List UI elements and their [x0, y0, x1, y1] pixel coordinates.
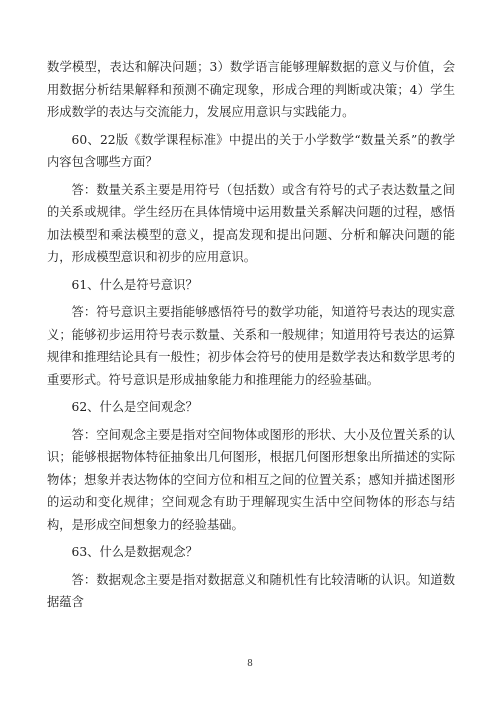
- page-number: 8: [247, 659, 253, 669]
- answer-60: 答：数量关系主要是用符号（包括数）或含有符号的式子表达数量之间的关系或规律。学生经历在具体情境中运用数量关系解决问题的过程，感悟加法模型和乘法模型的意义，提高发现和提出问题、分析和解决问题的能力，形成模型意识和初步的应用意识。: [47, 182, 455, 264]
- answer-62: 答：空间观念主要是指对空间物体或图形的形状、大小及位置关系的认识；能够根据物体特征抽象出几何图形，根据几何图形想象出所描述的实际物体；想象并表达物体的空间方位和相互之间的位置关系；感知并描述图形的运动和变化规律；空间观念有助于理解现实生活中空间物体的形态与结构，是形成空间想象力的经验基础。: [47, 427, 455, 532]
- question-63: 63、什么是数据观念？: [71, 545, 198, 559]
- document-body: [47, 56, 455, 619]
- question-62: 62、什么是空间观念？: [71, 400, 198, 414]
- answer-63: 答：数据观念主要是指对数据意义和随机性有比较清晰的认识。知道数据蕴含: [47, 572, 455, 609]
- paragraph-continuation: 数学模型，表达和解决问题；3）数学语言能够理解数据的意义与价值，会用数据分析结果解释和预测不确定现象，形成合理的判断或决策；4）学生形成数学的表达与交流能力，发展应用意识与实践能力。: [47, 60, 455, 119]
- question-61: 61、什么是符号意识？: [71, 277, 198, 292]
- answer-61: 答：符号意识主要指能够感悟符号的数学功能，知道符号表达的现实意义；能够初步运用符号表示数量、关系和一般规律；知道用符号表达的运算规律和推理结论具有一般性；初步体会符号的使用是数学表达和数学思考的重要形式。符号意识是形成抽象能力和推理能力的经验基础。: [47, 305, 455, 387]
- question-60: 60、22版《数学课程标准》中提出的关于小学数学“数量关系”的教学内容包含哪些方面？: [47, 132, 455, 169]
